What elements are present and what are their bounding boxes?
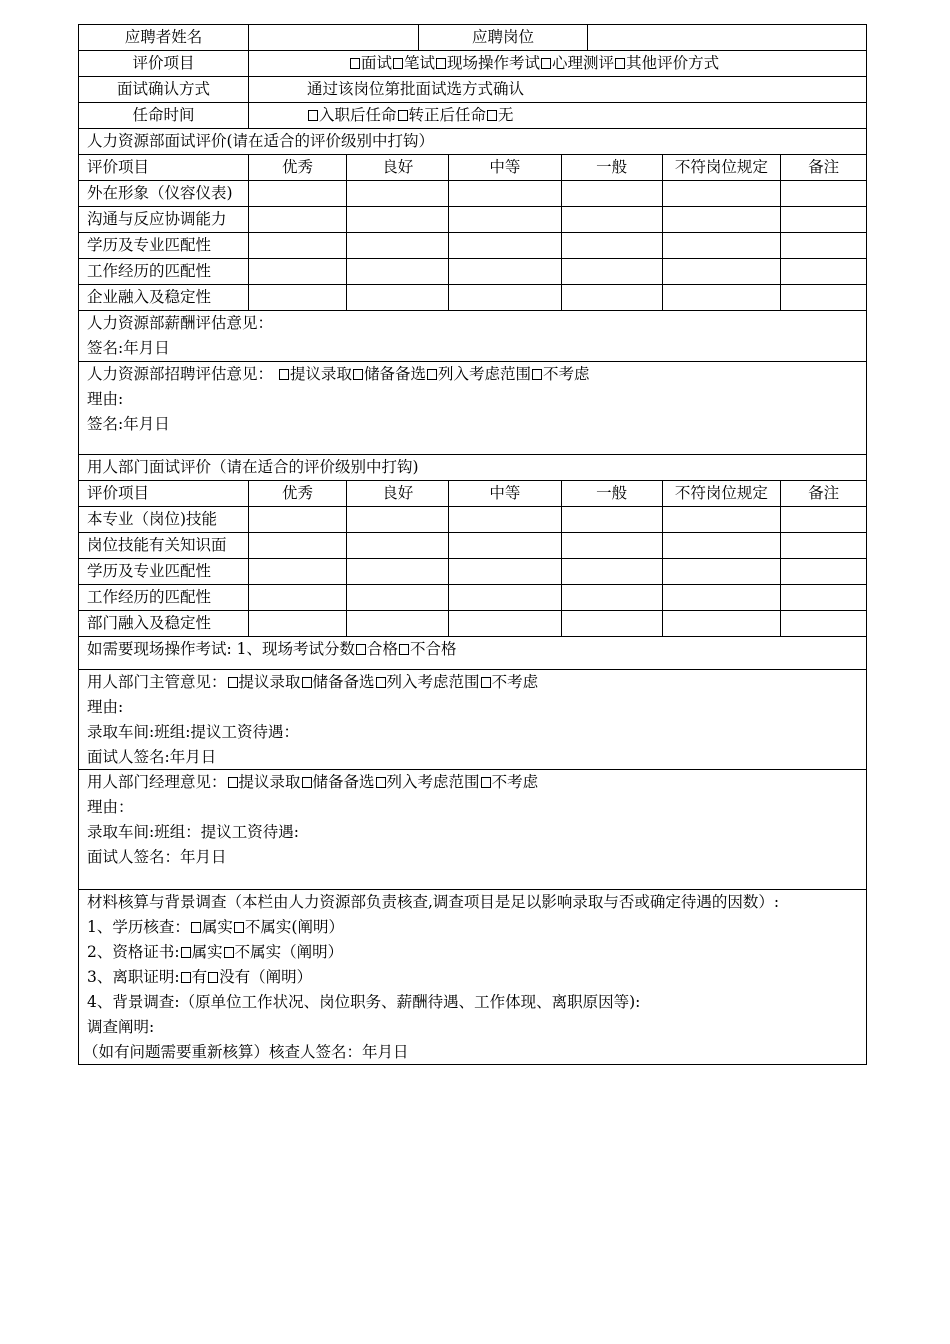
col-unqualified: 不符岗位规定 bbox=[663, 481, 782, 506]
col-good: 良好 bbox=[347, 155, 449, 180]
onsite-exam-line bbox=[79, 637, 866, 662]
item-label: 部门融入及稳定性 bbox=[79, 611, 249, 636]
confirm-value: 通过该岗位第批面试选方式确认 bbox=[307, 80, 525, 98]
bg-check-line: 4、背景调查:（原单位工作状况、岗位职务、薪酬待遇、工作体现、离职原因等): bbox=[87, 993, 641, 1011]
rating-cell[interactable] bbox=[249, 259, 348, 284]
col-excellent: 优秀 bbox=[249, 155, 348, 180]
confirm-label: 面试确认方式 bbox=[79, 77, 249, 102]
rating-cell[interactable] bbox=[562, 259, 663, 284]
table-row bbox=[79, 181, 866, 207]
rating-cell[interactable] bbox=[449, 285, 562, 310]
leave-check-label: 3、离职证明: bbox=[87, 968, 180, 986]
rating-cell[interactable] bbox=[249, 533, 348, 558]
manager-title: 用人部门经理意见： bbox=[87, 773, 227, 791]
option-false: 不属实（阐明） bbox=[234, 943, 344, 961]
item-label: 外在形象（仪容仪表) bbox=[79, 181, 249, 206]
applicant-name-field[interactable] bbox=[249, 25, 419, 50]
option-propose: 提议录取 bbox=[238, 773, 301, 791]
hr-recruit-section bbox=[78, 362, 867, 455]
header-section bbox=[78, 24, 867, 129]
item-label: 沟通与反应协调能力 bbox=[79, 207, 249, 232]
rating-cell[interactable] bbox=[663, 259, 782, 284]
option-true: 属实 bbox=[201, 918, 233, 936]
option-other: 其他评价方式 bbox=[626, 54, 720, 72]
explain-line: 调查阐明: bbox=[87, 1018, 155, 1036]
checkbox[interactable] bbox=[393, 58, 403, 69]
rating-cell[interactable] bbox=[449, 259, 562, 284]
checkbox[interactable] bbox=[228, 677, 238, 688]
option-propose: 提议录取 bbox=[238, 673, 301, 691]
table-row bbox=[79, 611, 866, 636]
table-row bbox=[79, 559, 866, 585]
rating-cell[interactable] bbox=[449, 533, 562, 558]
col-medium: 中等 bbox=[449, 481, 562, 506]
checkbox[interactable] bbox=[427, 369, 437, 380]
confirm-row bbox=[79, 77, 866, 103]
remark-cell[interactable] bbox=[781, 533, 866, 558]
checkbox[interactable] bbox=[481, 777, 491, 788]
application-form bbox=[78, 24, 867, 1065]
eval-items-options bbox=[249, 51, 866, 76]
dept-manager-section bbox=[78, 770, 867, 890]
table-row bbox=[79, 207, 866, 233]
item-label: 工作经历的匹配性 bbox=[79, 259, 249, 284]
item-label: 本专业（岗位)技能 bbox=[79, 507, 249, 532]
remark-cell[interactable] bbox=[781, 259, 866, 284]
rating-cell[interactable] bbox=[249, 181, 348, 206]
remark-cell[interactable] bbox=[781, 611, 866, 636]
rating-cell[interactable] bbox=[562, 533, 663, 558]
rating-cell[interactable] bbox=[249, 285, 348, 310]
dept-interview-title: 用人部门面试评价（请在适合的评价级别中打钩) bbox=[87, 458, 419, 476]
option-after-entry: 入职后任命 bbox=[319, 106, 397, 124]
checkbox[interactable] bbox=[399, 644, 409, 655]
rating-cell[interactable] bbox=[249, 611, 348, 636]
rating-cell[interactable] bbox=[663, 181, 782, 206]
onsite-exam-section bbox=[78, 637, 867, 670]
hr-interview-title-row bbox=[79, 129, 866, 155]
checkbox[interactable] bbox=[191, 922, 201, 933]
remark-cell[interactable] bbox=[781, 559, 866, 584]
checkbox[interactable] bbox=[350, 58, 360, 69]
rating-cell[interactable] bbox=[249, 559, 348, 584]
checkbox[interactable] bbox=[181, 972, 191, 983]
remark-cell[interactable] bbox=[781, 507, 866, 532]
rating-cell[interactable] bbox=[663, 207, 782, 232]
option-propose: 提议录取 bbox=[289, 365, 352, 383]
manager-reason: 理由： bbox=[87, 798, 134, 816]
rating-cell[interactable] bbox=[347, 585, 449, 610]
hr-interview-section bbox=[78, 129, 867, 311]
checkbox[interactable] bbox=[308, 110, 318, 121]
cert-check-line bbox=[79, 940, 866, 965]
rating-cell[interactable] bbox=[562, 285, 663, 310]
supervisor-line bbox=[79, 670, 866, 695]
rating-cell[interactable] bbox=[347, 181, 449, 206]
rating-cell[interactable] bbox=[562, 611, 663, 636]
rating-cell[interactable] bbox=[562, 585, 663, 610]
remark-cell[interactable] bbox=[781, 207, 866, 232]
checkbox[interactable] bbox=[356, 644, 366, 655]
eval-items-row bbox=[79, 51, 866, 77]
col-average: 一般 bbox=[562, 155, 663, 180]
hr-recruit-sign: 签名:年月日 bbox=[87, 415, 170, 433]
rating-cell[interactable] bbox=[449, 585, 562, 610]
option-consider: 列入考虑范围 bbox=[386, 673, 480, 691]
manager-line bbox=[79, 770, 866, 795]
hr-recruit-reason: 理由: bbox=[87, 390, 124, 408]
checkbox[interactable] bbox=[532, 369, 542, 380]
option-no: 没有（阐明） bbox=[219, 968, 313, 986]
manager-hire: 录取车间:班组：提议工资待遇: bbox=[87, 823, 299, 841]
col-unqualified: 不符岗位规定 bbox=[663, 155, 782, 180]
appoint-label: 任命时间 bbox=[79, 103, 249, 128]
option-pass: 合格 bbox=[367, 640, 399, 658]
rating-cell[interactable] bbox=[347, 533, 449, 558]
remark-cell[interactable] bbox=[781, 181, 866, 206]
col-average: 一般 bbox=[562, 481, 663, 506]
background-section bbox=[78, 890, 867, 1065]
hr-interview-header-row bbox=[79, 155, 866, 181]
checkbox[interactable] bbox=[234, 922, 244, 933]
col-remark: 备注 bbox=[808, 158, 840, 176]
rating-cell[interactable] bbox=[663, 507, 782, 532]
rating-cell[interactable] bbox=[347, 285, 449, 310]
option-after-regular: 转正后任命 bbox=[408, 106, 487, 124]
rating-cell[interactable] bbox=[347, 207, 449, 232]
rating-cell[interactable] bbox=[347, 233, 449, 258]
rating-cell[interactable] bbox=[449, 181, 562, 206]
col-excellent: 优秀 bbox=[249, 481, 348, 506]
rating-cell[interactable] bbox=[249, 207, 348, 232]
option-true: 属实 bbox=[191, 943, 223, 961]
option-consider: 列入考虑范围 bbox=[437, 365, 531, 383]
rating-cell[interactable] bbox=[347, 559, 449, 584]
option-yes: 有 bbox=[191, 968, 208, 986]
leave-check-line bbox=[79, 965, 866, 990]
rating-cell[interactable] bbox=[347, 507, 449, 532]
rating-cell[interactable] bbox=[562, 507, 663, 532]
rating-cell[interactable] bbox=[663, 585, 782, 610]
option-none: 无 bbox=[498, 106, 514, 124]
rating-cell[interactable] bbox=[562, 233, 663, 258]
supervisor-hire: 录取车间:班组:提议工资待遇： bbox=[87, 723, 299, 741]
option-reserve: 储备备选 bbox=[312, 673, 375, 691]
item-label: 企业融入及稳定性 bbox=[79, 285, 249, 310]
option-written: 笔试 bbox=[404, 54, 436, 72]
checkbox[interactable] bbox=[302, 777, 312, 788]
rating-cell[interactable] bbox=[449, 507, 562, 532]
rating-cell[interactable] bbox=[347, 611, 449, 636]
table-row bbox=[79, 507, 866, 533]
dept-interview-title-row bbox=[79, 455, 866, 481]
remark-cell[interactable] bbox=[781, 585, 866, 610]
checkbox[interactable] bbox=[481, 677, 491, 688]
rating-cell[interactable] bbox=[663, 533, 782, 558]
rating-cell[interactable] bbox=[562, 559, 663, 584]
rating-cell[interactable] bbox=[663, 611, 782, 636]
supervisor-title: 用人部门主管意见： bbox=[87, 673, 227, 691]
checkbox[interactable] bbox=[376, 677, 386, 688]
rating-cell[interactable] bbox=[249, 585, 348, 610]
rating-cell[interactable] bbox=[562, 207, 663, 232]
rating-cell[interactable] bbox=[449, 611, 562, 636]
background-title: 材料核算与背景调查（本栏由人力资源部负责核查,调查项目是足以影响录取与否或确定待遇的因数）: bbox=[87, 893, 780, 911]
name-row bbox=[79, 25, 866, 51]
table-row bbox=[79, 533, 866, 559]
remark-cell[interactable] bbox=[781, 233, 866, 258]
option-psych: 心理测评 bbox=[552, 54, 615, 72]
dept-interview-header-row bbox=[79, 481, 866, 507]
table-row bbox=[79, 285, 866, 310]
checker-sign: （如有问题需要重新核算）核查人签名：年月日 bbox=[83, 1043, 409, 1061]
col-good: 良好 bbox=[347, 481, 449, 506]
option-onsite: 现场操作考试 bbox=[447, 54, 541, 72]
rating-cell[interactable] bbox=[663, 285, 782, 310]
table-row bbox=[79, 585, 866, 611]
col-item: 评价项目 bbox=[79, 155, 249, 180]
item-label: 工作经历的匹配性 bbox=[79, 585, 249, 610]
hr-salary-section bbox=[78, 311, 867, 362]
option-false: 不属实(阐明） bbox=[244, 918, 344, 936]
option-reject: 不考虑 bbox=[543, 365, 590, 383]
rating-cell[interactable] bbox=[249, 233, 348, 258]
checkbox[interactable] bbox=[302, 677, 312, 688]
option-reserve: 储备备选 bbox=[312, 773, 375, 791]
option-interview: 面试 bbox=[361, 54, 393, 72]
checkbox[interactable] bbox=[541, 58, 551, 69]
option-fail: 不合格 bbox=[410, 640, 457, 658]
manager-sign: 面试人签名：年月日 bbox=[87, 848, 227, 866]
checkbox[interactable] bbox=[487, 110, 497, 121]
eval-items-label: 评价项目 bbox=[79, 51, 249, 76]
supervisor-reason: 理由: bbox=[87, 698, 124, 716]
hr-interview-title: 人力资源部面试评价(请在适合的评价级别中打钩） bbox=[87, 132, 435, 150]
rating-cell[interactable] bbox=[663, 233, 782, 258]
appoint-options bbox=[249, 103, 866, 128]
rating-cell[interactable] bbox=[562, 181, 663, 206]
checkbox[interactable] bbox=[615, 58, 625, 69]
dept-supervisor-section bbox=[78, 670, 867, 770]
rating-cell[interactable] bbox=[663, 559, 782, 584]
rating-cell[interactable] bbox=[449, 559, 562, 584]
cert-check-label: 2、资格证书: bbox=[87, 943, 180, 961]
edu-check-label: 1、学历核查： bbox=[87, 918, 190, 936]
checkbox[interactable] bbox=[224, 947, 234, 958]
onsite-exam-text: 如需要现场操作考试: 1、现场考试分数 bbox=[87, 640, 356, 658]
dept-interview-section bbox=[78, 455, 867, 637]
checkbox[interactable] bbox=[436, 58, 446, 69]
table-row bbox=[79, 233, 866, 259]
checkbox[interactable] bbox=[228, 777, 238, 788]
remark-cell[interactable] bbox=[781, 285, 866, 310]
option-consider: 列入考虑范围 bbox=[386, 773, 480, 791]
hr-salary-sign: 签名:年月日 bbox=[87, 339, 170, 357]
option-reject: 不考虑 bbox=[491, 773, 539, 791]
col-remark: 备注 bbox=[808, 484, 840, 502]
supervisor-sign: 面试人签名:年月日 bbox=[87, 748, 217, 766]
checkbox[interactable] bbox=[398, 110, 408, 121]
rating-cell[interactable] bbox=[449, 233, 562, 258]
item-label: 学历及专业匹配性 bbox=[79, 559, 249, 584]
checkbox[interactable] bbox=[208, 972, 218, 983]
item-label: 学历及专业匹配性 bbox=[79, 233, 249, 258]
rating-cell[interactable] bbox=[249, 507, 348, 532]
checkbox[interactable] bbox=[353, 369, 363, 380]
item-label: 岗位技能有关知识面 bbox=[79, 533, 249, 558]
table-row bbox=[79, 259, 866, 285]
checkbox[interactable] bbox=[376, 777, 386, 788]
rating-cell[interactable] bbox=[347, 259, 449, 284]
hr-recruit-title: 人力资源部招聘评估意见： bbox=[87, 365, 274, 383]
edu-check-line bbox=[79, 915, 866, 940]
col-item: 评价项目 bbox=[79, 481, 249, 506]
checkbox[interactable] bbox=[181, 947, 191, 958]
rating-cell[interactable] bbox=[449, 207, 562, 232]
hr-salary-title: 人力资源部薪酬评估意见： bbox=[87, 314, 274, 332]
appoint-row bbox=[79, 103, 866, 128]
applied-post-field[interactable] bbox=[588, 25, 866, 50]
applied-post-label: 应聘岗位 bbox=[419, 25, 588, 50]
applicant-name-label: 应聘者姓名 bbox=[79, 25, 249, 50]
col-medium: 中等 bbox=[449, 155, 562, 180]
hr-recruit-line bbox=[79, 362, 866, 387]
checkbox[interactable] bbox=[279, 369, 289, 380]
option-reject: 不考虑 bbox=[491, 673, 539, 691]
option-reserve: 储备备选 bbox=[363, 365, 426, 383]
